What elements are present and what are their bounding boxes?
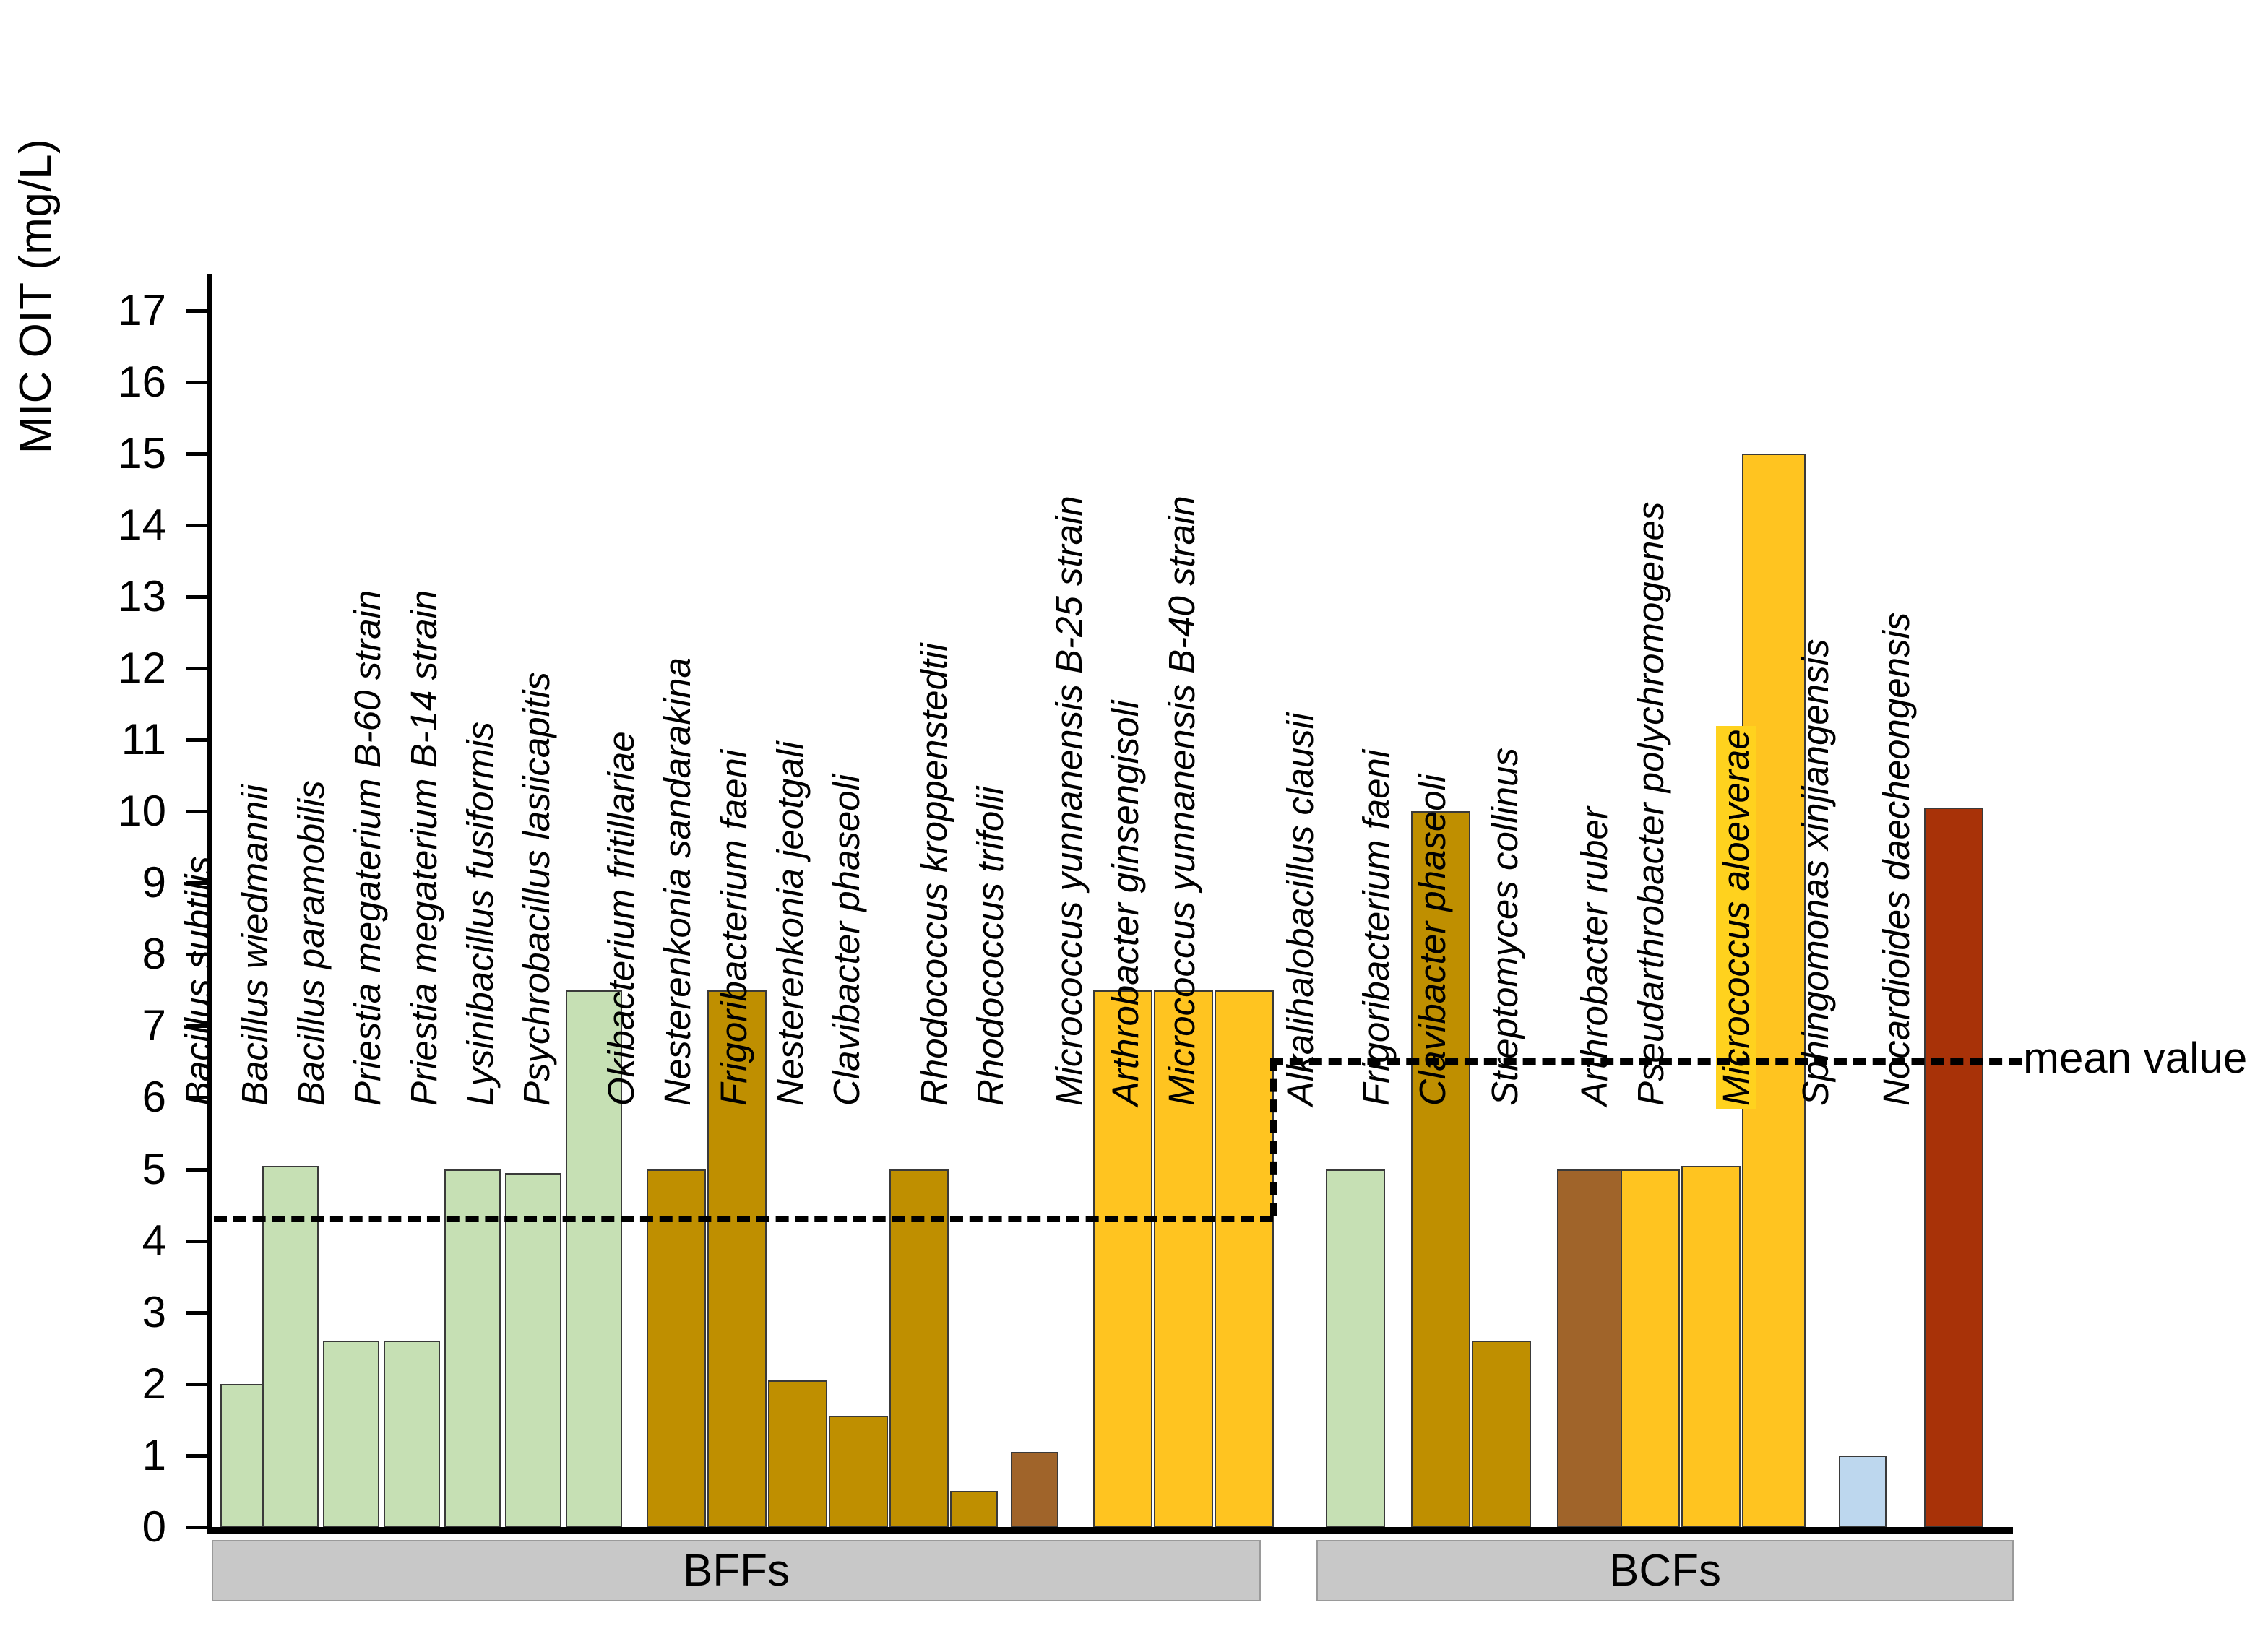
y-tick-label: 9	[142, 858, 166, 907]
group-band-bffs: BFFs	[212, 1540, 1261, 1601]
bar	[444, 1169, 501, 1527]
bar	[950, 1491, 998, 1527]
y-tick-label: 8	[142, 930, 166, 979]
bar	[323, 1341, 379, 1527]
y-tick-label: 2	[142, 1359, 166, 1408]
species-label: Psychrobacillus lasiicapitis	[516, 672, 557, 1106]
bar	[647, 1169, 706, 1527]
species-label: Micrococcus aloeverae	[1716, 726, 1756, 1109]
y-tick-label: 16	[118, 357, 166, 406]
species-label: Micrococcus yunnanensis B-25 strain	[1048, 496, 1090, 1106]
bar	[889, 1169, 949, 1527]
y-tick-mark	[186, 1240, 208, 1243]
species-label: Arthrobacter ginsengisoli	[1105, 700, 1146, 1106]
species-label: Nesterenkonia sandarakina	[657, 657, 698, 1106]
y-tick-mark	[186, 381, 208, 384]
y-tick-mark	[186, 1454, 208, 1458]
y-tick-mark	[186, 1526, 208, 1529]
species-label: Rhodococcus kroppenstedtii	[913, 643, 954, 1106]
y-tick-mark	[186, 810, 208, 813]
bar	[1681, 1166, 1741, 1527]
species-label: Arthrobacter ruber	[1574, 807, 1615, 1106]
species-label: Clavibacter phaseoli	[826, 774, 867, 1106]
species-label: Frigoribacterium faeni	[1355, 749, 1397, 1106]
species-label: Streptomyces collinus	[1484, 747, 1525, 1106]
species-label: Sphingomonas xinjiangensis	[1795, 639, 1836, 1106]
y-tick-mark	[186, 1383, 208, 1386]
y-axis-title: MIC OIT (mg/L)	[11, 138, 61, 454]
species-label: Rhodococcus trifolii	[970, 786, 1011, 1106]
species-label: Alkalihalobacillus clausii	[1280, 712, 1321, 1106]
y-tick-label: 14	[118, 500, 166, 549]
y-tick-mark	[186, 1168, 208, 1172]
bar	[829, 1416, 888, 1527]
species-label: Lysinibacillus fusiformis	[460, 722, 501, 1106]
mean-value-riser	[1270, 1058, 1277, 1216]
bar	[1839, 1456, 1887, 1527]
species-label: Bacillus paramobilis	[290, 780, 332, 1106]
species-label: Frigoribacterium faeni	[713, 749, 754, 1106]
mean-value-segment	[1270, 1058, 2022, 1065]
y-tick-label: 4	[142, 1216, 166, 1265]
bar	[505, 1173, 561, 1527]
bar	[1215, 990, 1274, 1527]
mean-value-label: mean value	[2023, 1034, 2248, 1082]
y-tick-mark	[186, 1311, 208, 1315]
bar	[1326, 1169, 1385, 1527]
y-tick-label: 11	[121, 715, 166, 764]
species-label: Clavibacter phaseoli	[1412, 774, 1453, 1106]
y-tick-label: 7	[142, 1001, 166, 1050]
bar	[1557, 1169, 1622, 1527]
species-label: Nesterenkonia jeotgali	[769, 741, 811, 1106]
y-tick-mark	[186, 309, 208, 313]
y-tick-label: 10	[118, 787, 166, 836]
bar	[1924, 808, 1983, 1527]
y-tick-label: 13	[118, 571, 166, 620]
species-label: Nocardioides daecheongensis	[1876, 612, 1917, 1106]
y-tick-mark	[186, 595, 208, 599]
y-tick-label: 6	[142, 1073, 166, 1122]
species-label: Bacillus subtilis	[178, 856, 219, 1106]
x-axis-line	[207, 1527, 2013, 1534]
y-tick-label: 12	[118, 643, 166, 692]
y-tick-label: 3	[142, 1287, 166, 1336]
species-label: Priestia megaterium B-14 strain	[403, 589, 444, 1106]
y-tick-label: 5	[142, 1144, 166, 1193]
species-label: Micrococcus yunnanensis B-40 strain	[1161, 496, 1202, 1106]
bar	[384, 1341, 440, 1527]
y-tick-mark	[186, 738, 208, 742]
y-tick-label: 17	[118, 285, 166, 334]
y-tick-mark	[186, 667, 208, 670]
y-tick-mark	[186, 524, 208, 527]
bar	[1011, 1452, 1058, 1527]
species-label: Pseudarthrobacter polychromogenes	[1630, 501, 1671, 1106]
bar	[768, 1380, 827, 1527]
y-tick-label: 0	[142, 1502, 166, 1551]
y-tick-label: 15	[118, 428, 166, 477]
species-label: Okibacterium fritillariae	[600, 731, 642, 1106]
species-label: Bacillus wiedmannii	[234, 784, 275, 1106]
y-tick-mark	[186, 452, 208, 456]
group-band-bcfs: BCFs	[1316, 1540, 2014, 1601]
mean-value-segment	[214, 1216, 1273, 1222]
bar	[1621, 1169, 1680, 1527]
y-tick-label: 1	[142, 1430, 166, 1479]
species-label: Priestia megaterium B-60 strain	[347, 589, 388, 1106]
bar	[1472, 1341, 1531, 1527]
